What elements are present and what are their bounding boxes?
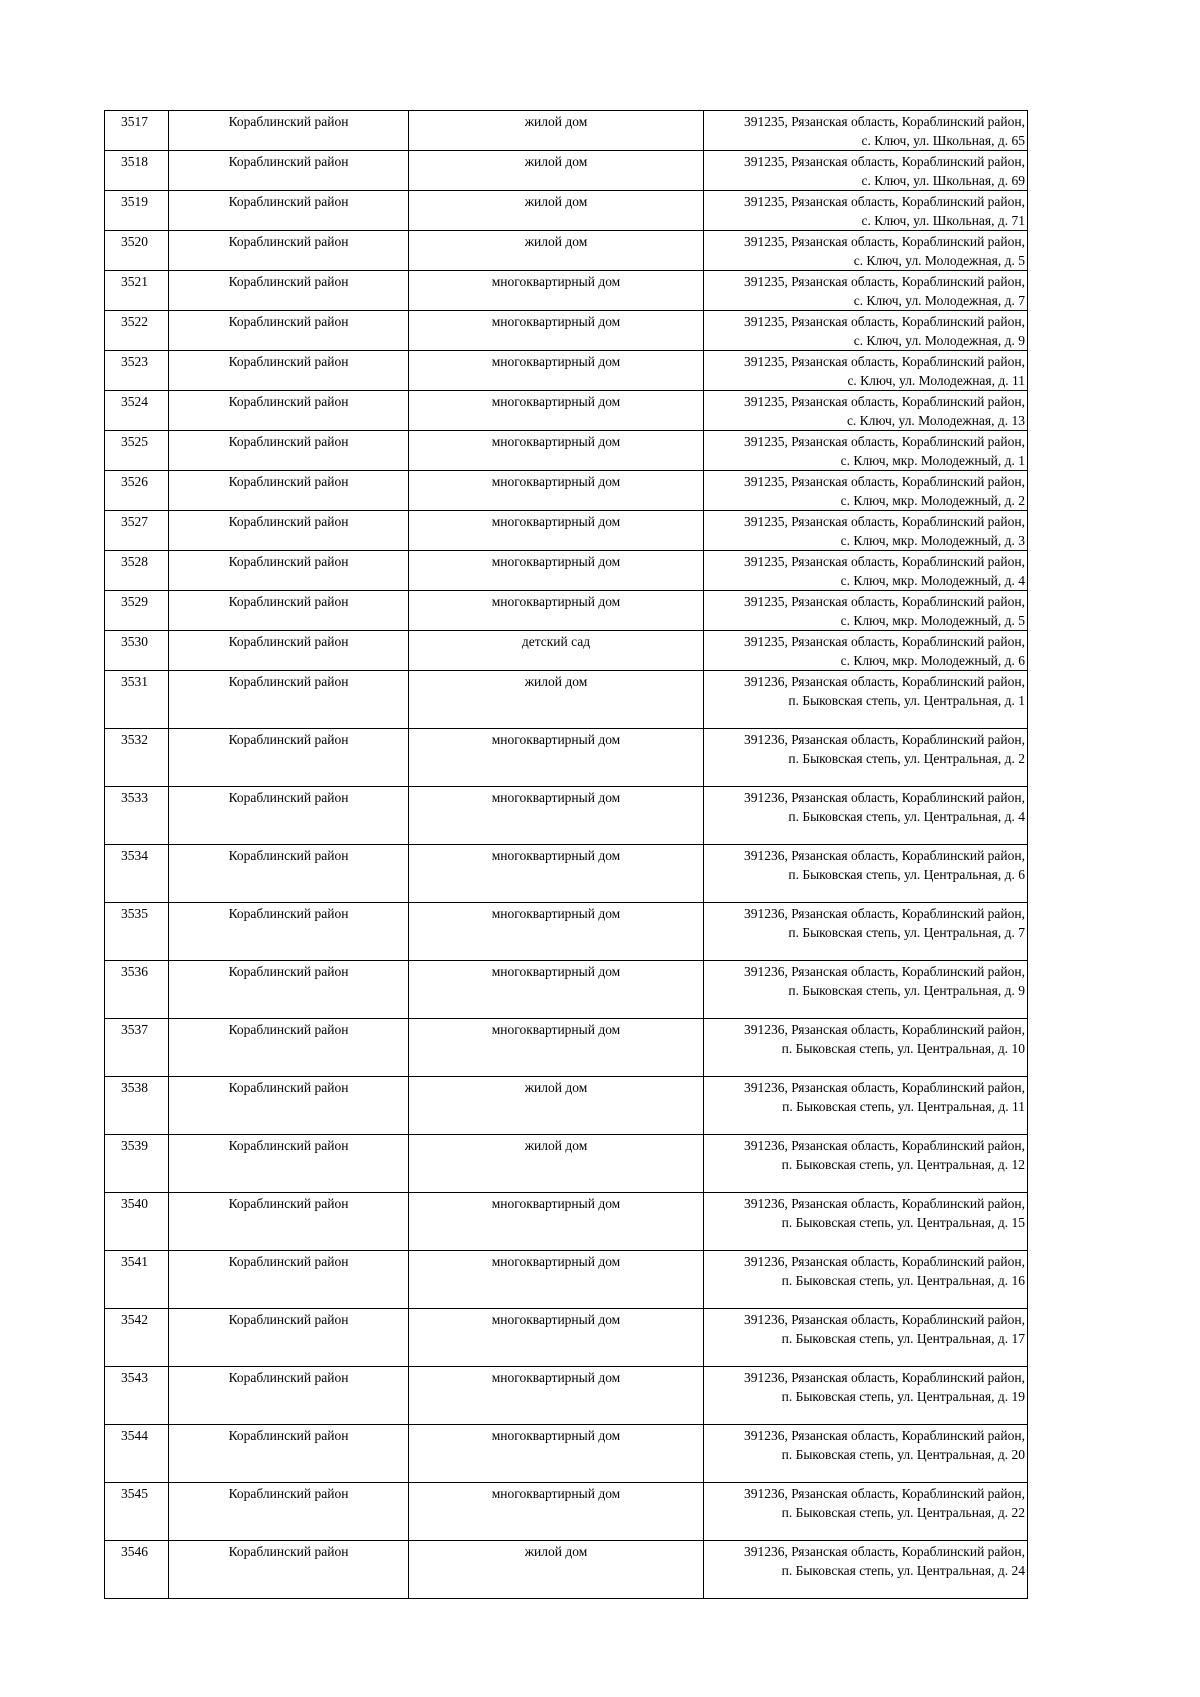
district-cell: Кораблинский район [169,845,409,903]
address-line-2: п. Быковская степь, ул. Центральная, д. 9 [788,983,1025,998]
row-number-cell: 3543 [105,1367,169,1425]
table-row [105,845,1028,903]
address-cell [704,111,1028,151]
row-number-cell: 3536 [105,961,169,1019]
row-number-cell: 3531 [105,671,169,729]
table-row [105,1541,1028,1599]
address-line-1: 391235, Рязанская область, Кораблинский район, [744,234,1025,249]
address-cell [704,471,1028,511]
address-cell [704,1309,1028,1367]
row-number-cell: 3541 [105,1251,169,1309]
building-type-cell: многоквартирный дом [409,961,704,1019]
address-line-2: с. Ключ, ул. Молодежная, д. 5 [853,253,1025,268]
address-line-1: 391235, Рязанская область, Кораблинский район, [744,434,1025,449]
address-line-2: с. Ключ, ул. Молодежная, д. 13 [846,413,1025,428]
building-type-cell: многоквартирный дом [409,351,704,391]
row-number-cell: 3535 [105,903,169,961]
row-number-cell: 3524 [105,391,169,431]
district-cell: Кораблинский район [169,1367,409,1425]
address-line-2: с. Ключ, ул. Молодежная, д. 9 [853,333,1025,348]
address-line-2: п. Быковская степь, ул. Центральная, д. 7 [788,925,1025,940]
address-line-2: п. Быковская степь, ул. Центральная, д. 6 [788,867,1025,882]
address-line-2: с. Ключ, мкр. Молодежный, д. 3 [840,533,1025,548]
address-cell [704,1135,1028,1193]
district-cell: Кораблинский район [169,961,409,1019]
address-line-1: 391235, Рязанская область, Кораблинский район, [744,154,1025,169]
row-number-cell: 3518 [105,151,169,191]
table-row [105,151,1028,191]
building-type-cell: жилой дом [409,1541,704,1599]
row-number-cell: 3534 [105,845,169,903]
address-cell [704,961,1028,1019]
building-type-cell: многоквартирный дом [409,1193,704,1251]
table-row [105,231,1028,271]
building-type-cell: жилой дом [409,191,704,231]
building-type-cell: жилой дом [409,151,704,191]
address-cell [704,351,1028,391]
table-row [105,511,1028,551]
district-cell: Кораблинский район [169,671,409,729]
address-line-1: 391236, Рязанская область, Кораблинский район, [744,964,1025,979]
district-cell: Кораблинский район [169,1077,409,1135]
table-row [105,903,1028,961]
address-cell [704,1077,1028,1135]
address-line-2: с. Ключ, мкр. Молодежный, д. 1 [840,453,1025,468]
row-number-cell: 3521 [105,271,169,311]
building-type-cell: многоквартирный дом [409,1425,704,1483]
district-cell: Кораблинский район [169,351,409,391]
table-row [105,1425,1028,1483]
address-line-1: 391235, Рязанская область, Кораблинский район, [744,114,1025,129]
address-line-2: п. Быковская степь, ул. Центральная, д. 1 [788,693,1025,708]
building-type-cell: жилой дом [409,1077,704,1135]
address-line-2: п. Быковская степь, ул. Центральная, д. 22 [781,1505,1025,1520]
table-row [105,1019,1028,1077]
table-row [105,551,1028,591]
address-line-1: 391235, Рязанская область, Кораблинский район, [744,634,1025,649]
district-cell: Кораблинский район [169,1251,409,1309]
district-cell: Кораблинский район [169,1483,409,1541]
address-line-2: п. Быковская степь, ул. Центральная, д. 4 [788,809,1025,824]
address-cell [704,271,1028,311]
row-number-cell: 3530 [105,631,169,671]
address-line-1: 391235, Рязанская область, Кораблинский район, [744,354,1025,369]
address-line-2: с. Ключ, мкр. Молодежный, д. 6 [840,653,1025,668]
row-number-cell: 3545 [105,1483,169,1541]
address-line-2: п. Быковская степь, ул. Центральная, д. 11 [782,1099,1025,1114]
row-number-cell: 3544 [105,1425,169,1483]
building-type-cell: многоквартирный дом [409,1483,704,1541]
district-cell: Кораблинский район [169,111,409,151]
address-cell [704,151,1028,191]
address-cell [704,431,1028,471]
table-row [105,1077,1028,1135]
district-cell: Кораблинский район [169,787,409,845]
building-type-cell: многоквартирный дом [409,551,704,591]
district-cell: Кораблинский район [169,903,409,961]
address-line-1: 391235, Рязанская область, Кораблинский район, [744,274,1025,289]
address-cell [704,1367,1028,1425]
row-number-cell: 3539 [105,1135,169,1193]
address-line-2: с. Ключ, ул. Школьная, д. 69 [861,173,1025,188]
address-line-1: 391236, Рязанская область, Кораблинский район, [744,1138,1025,1153]
row-number-cell: 3546 [105,1541,169,1599]
address-cell [704,191,1028,231]
address-cell [704,1193,1028,1251]
address-line-2: с. Ключ, мкр. Молодежный, д. 5 [840,613,1025,628]
address-line-1: 391236, Рязанская область, Кораблинский район, [744,674,1025,689]
building-type-cell: многоквартирный дом [409,271,704,311]
address-line-2: с. Ключ, ул. Молодежная, д. 11 [847,373,1025,388]
row-number-cell: 3542 [105,1309,169,1367]
row-number-cell: 3540 [105,1193,169,1251]
building-type-cell: многоквартирный дом [409,511,704,551]
district-cell: Кораблинский район [169,1019,409,1077]
address-line-2: п. Быковская степь, ул. Центральная, д. 20 [781,1447,1025,1462]
address-cell [704,1251,1028,1309]
row-number-cell: 3528 [105,551,169,591]
row-number-cell: 3522 [105,311,169,351]
table-row [105,1367,1028,1425]
address-cell [704,551,1028,591]
address-line-2: п. Быковская степь, ул. Центральная, д. 15 [781,1215,1025,1230]
address-line-2: с. Ключ, ул. Школьная, д. 71 [861,213,1025,228]
district-cell: Кораблинский район [169,511,409,551]
row-number-cell: 3532 [105,729,169,787]
address-line-2: с. Ключ, ул. Школьная, д. 65 [861,133,1025,148]
table-row [105,591,1028,631]
table-row [105,111,1028,151]
building-type-cell: жилой дом [409,231,704,271]
address-cell [704,1425,1028,1483]
row-number-cell: 3533 [105,787,169,845]
address-line-2: п. Быковская степь, ул. Центральная, д. 24 [781,1563,1025,1578]
address-line-1: 391236, Рязанская область, Кораблинский район, [744,1370,1025,1385]
address-line-1: 391236, Рязанская область, Кораблинский район, [744,1196,1025,1211]
address-cell [704,311,1028,351]
row-number-cell: 3526 [105,471,169,511]
address-line-1: 391235, Рязанская область, Кораблинский район, [744,514,1025,529]
building-type-cell: многоквартирный дом [409,391,704,431]
address-line-1: 391236, Рязанская область, Кораблинский район, [744,732,1025,747]
address-registry-table [104,110,1028,1599]
row-number-cell: 3527 [105,511,169,551]
building-type-cell: многоквартирный дом [409,1367,704,1425]
address-line-1: 391236, Рязанская область, Кораблинский район, [744,848,1025,863]
address-line-2: с. Ключ, мкр. Молодежный, д. 4 [840,573,1025,588]
row-number-cell: 3529 [105,591,169,631]
address-cell [704,845,1028,903]
table-row [105,351,1028,391]
district-cell: Кораблинский район [169,729,409,787]
address-cell [704,729,1028,787]
building-type-cell: жилой дом [409,671,704,729]
row-number-cell: 3523 [105,351,169,391]
address-line-1: 391236, Рязанская область, Кораблинский район, [744,1022,1025,1037]
address-cell [704,631,1028,671]
address-line-1: 391235, Рязанская область, Кораблинский район, [744,554,1025,569]
address-line-1: 391235, Рязанская область, Кораблинский район, [744,394,1025,409]
district-cell: Кораблинский район [169,271,409,311]
address-line-1: 391235, Рязанская область, Кораблинский район, [744,194,1025,209]
table-row [105,1193,1028,1251]
table-row [105,729,1028,787]
row-number-cell: 3517 [105,111,169,151]
address-line-1: 391236, Рязанская область, Кораблинский район, [744,1486,1025,1501]
address-cell [704,787,1028,845]
table-row [105,391,1028,431]
address-line-1: 391236, Рязанская область, Кораблинский район, [744,906,1025,921]
address-cell [704,1541,1028,1599]
address-line-2: п. Быковская степь, ул. Центральная, д. 10 [781,1041,1025,1056]
address-line-1: 391235, Рязанская область, Кораблинский район, [744,594,1025,609]
district-cell: Кораблинский район [169,1541,409,1599]
row-number-cell: 3537 [105,1019,169,1077]
address-line-1: 391236, Рязанская область, Кораблинский район, [744,1544,1025,1559]
address-line-1: 391235, Рязанская область, Кораблинский район, [744,474,1025,489]
district-cell: Кораблинский район [169,151,409,191]
building-type-cell: многоквартирный дом [409,1019,704,1077]
address-cell [704,671,1028,729]
address-cell [704,903,1028,961]
district-cell: Кораблинский район [169,1425,409,1483]
district-cell: Кораблинский район [169,551,409,591]
building-type-cell: жилой дом [409,1135,704,1193]
building-type-cell: многоквартирный дом [409,787,704,845]
district-cell: Кораблинский район [169,1135,409,1193]
building-type-cell: многоквартирный дом [409,431,704,471]
address-line-1: 391236, Рязанская область, Кораблинский район, [744,1312,1025,1327]
building-type-cell: многоквартирный дом [409,1251,704,1309]
table-row [105,1309,1028,1367]
building-type-cell: многоквартирный дом [409,1309,704,1367]
table-row [105,787,1028,845]
table-row [105,631,1028,671]
address-line-2: п. Быковская степь, ул. Центральная, д. 12 [781,1157,1025,1172]
address-cell [704,391,1028,431]
address-line-1: 391236, Рязанская область, Кораблинский район, [744,790,1025,805]
table-row [105,191,1028,231]
address-line-1: 391236, Рязанская область, Кораблинский район, [744,1254,1025,1269]
address-line-2: п. Быковская степь, ул. Центральная, д. 2 [788,751,1025,766]
building-type-cell: детский сад [409,631,704,671]
address-cell [704,1019,1028,1077]
district-cell: Кораблинский район [169,431,409,471]
district-cell: Кораблинский район [169,1309,409,1367]
building-type-cell: многоквартирный дом [409,591,704,631]
building-type-cell: многоквартирный дом [409,903,704,961]
row-number-cell: 3520 [105,231,169,271]
address-cell [704,231,1028,271]
address-cell [704,1483,1028,1541]
table-row [105,271,1028,311]
district-cell: Кораблинский район [169,1193,409,1251]
building-type-cell: многоквартирный дом [409,729,704,787]
address-registry-body [105,111,1028,1599]
address-line-2: п. Быковская степь, ул. Центральная, д. 19 [781,1389,1025,1404]
building-type-cell: жилой дом [409,111,704,151]
address-line-1: 391236, Рязанская область, Кораблинский район, [744,1080,1025,1095]
row-number-cell: 3525 [105,431,169,471]
address-line-1: 391235, Рязанская область, Кораблинский район, [744,314,1025,329]
building-type-cell: многоквартирный дом [409,311,704,351]
building-type-cell: многоквартирный дом [409,845,704,903]
district-cell: Кораблинский район [169,191,409,231]
address-line-2: п. Быковская степь, ул. Центральная, д. 17 [781,1331,1025,1346]
table-row [105,431,1028,471]
row-number-cell: 3519 [105,191,169,231]
district-cell: Кораблинский район [169,591,409,631]
address-line-2: п. Быковская степь, ул. Центральная, д. 16 [781,1273,1025,1288]
district-cell: Кораблинский район [169,471,409,511]
address-line-1: 391236, Рязанская область, Кораблинский район, [744,1428,1025,1443]
district-cell: Кораблинский район [169,231,409,271]
building-type-cell: многоквартирный дом [409,471,704,511]
table-row [105,961,1028,1019]
address-cell [704,511,1028,551]
address-cell [704,591,1028,631]
table-row [105,1483,1028,1541]
district-cell: Кораблинский район [169,631,409,671]
table-row [105,1251,1028,1309]
table-row [105,311,1028,351]
address-line-2: с. Ключ, мкр. Молодежный, д. 2 [840,493,1025,508]
table-row [105,1135,1028,1193]
table-row [105,471,1028,511]
row-number-cell: 3538 [105,1077,169,1135]
table-row [105,671,1028,729]
address-line-2: с. Ключ, ул. Молодежная, д. 7 [853,293,1025,308]
district-cell: Кораблинский район [169,311,409,351]
district-cell: Кораблинский район [169,391,409,431]
